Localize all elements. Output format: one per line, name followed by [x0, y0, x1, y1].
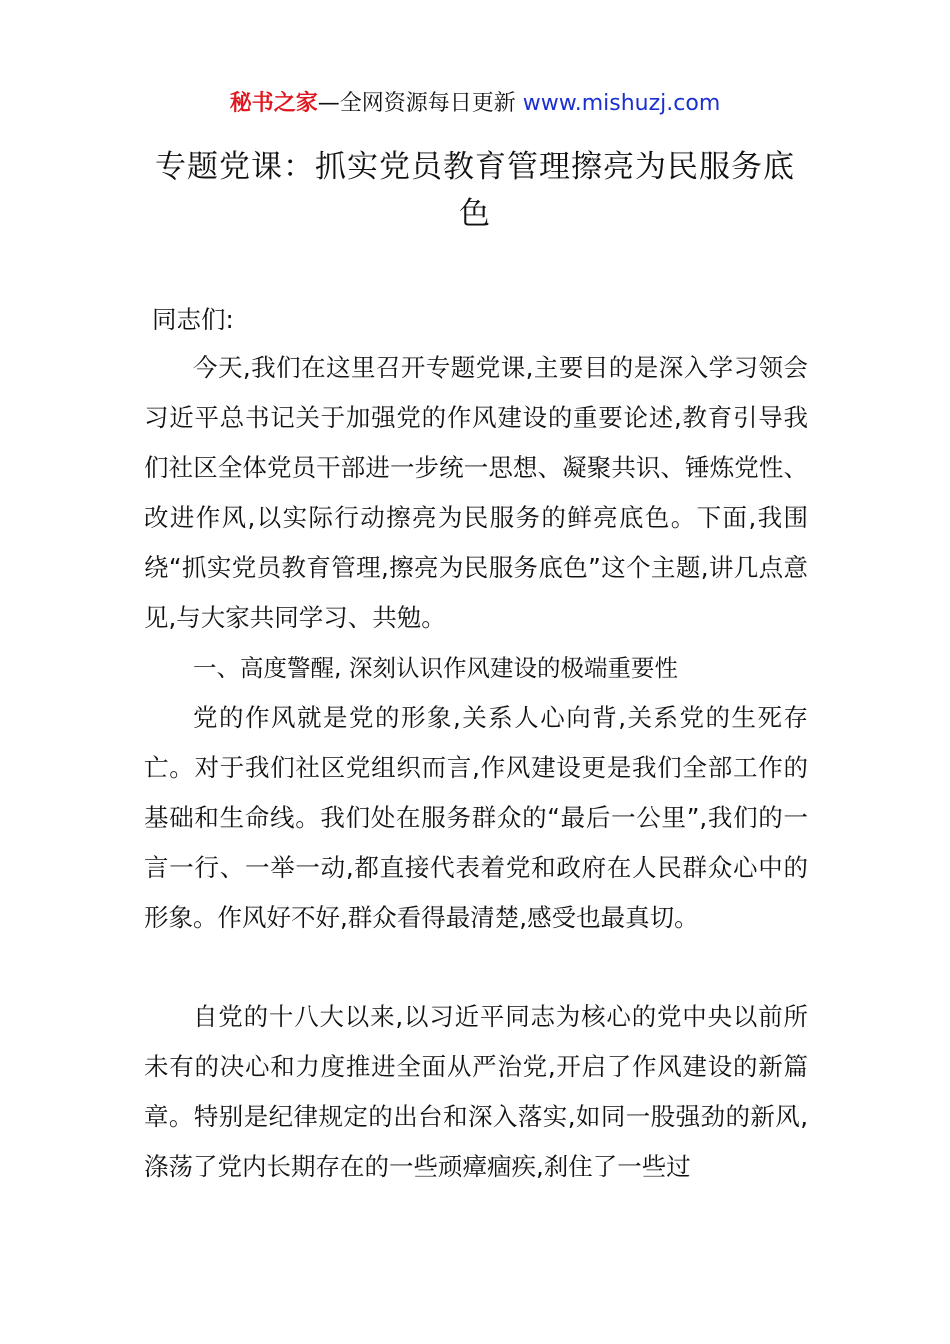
header-tagline: 全网资源每日更新	[339, 91, 523, 116]
document-title: 专题党课：抓实党员教育管理擦亮为民服务底色	[155, 149, 795, 232]
site-url-link[interactable]: www.mishuzj.com	[522, 91, 721, 116]
paragraph-style-importance: 党的作风就是党的形象,关系人心向背,关系党的生死存亡。对于我们社区党组织而言,作风建设更是我们全部工作的基础和生命线。我们处在服务群众的“最后一公里”,我们的一言一行、一举一动,都直接代表着党和政府在人民群众心中的形象。作风好不好,群众看得最清楚,感受也最真切。	[144, 703, 808, 932]
greeting: 同志们:	[152, 305, 234, 334]
site-header	[0, 88, 950, 120]
header-separator: —	[317, 91, 340, 116]
site-brand: 秘书之家	[229, 91, 318, 116]
body-block-2	[144, 992, 808, 1192]
section-heading-1: 一、高度警醒, 深刻认识作风建设的极端重要性	[193, 654, 678, 682]
paragraph-eighteenth-congress: 自党的十八大以来,以习近平同志为核心的党中央以前所未有的决心和力度推进全面从严治党,开启了作风建设的新篇章。特别是纪律规定的出台和深入落实,如同一股强劲的新风,涤荡了党内长期存在的一些顽瘴痼疾,刹住了一些过	[144, 1002, 808, 1181]
body-block-1	[144, 343, 808, 943]
paragraph-intro: 今天,我们在这里召开专题党课,主要目的是深入学习领会习近平总书记关于加强党的作风建设的重要论述,教育引导我们社区全体党员干部进一步统一思想、凝聚共识、锤炼党性、改进作风,以实际行动擦亮为民服务的鲜亮底色。下面,我围绕“抓实党员教育管理,擦亮为民服务底色”这个主题,讲几点意见,与大家共同学习、共勉。	[144, 353, 808, 632]
